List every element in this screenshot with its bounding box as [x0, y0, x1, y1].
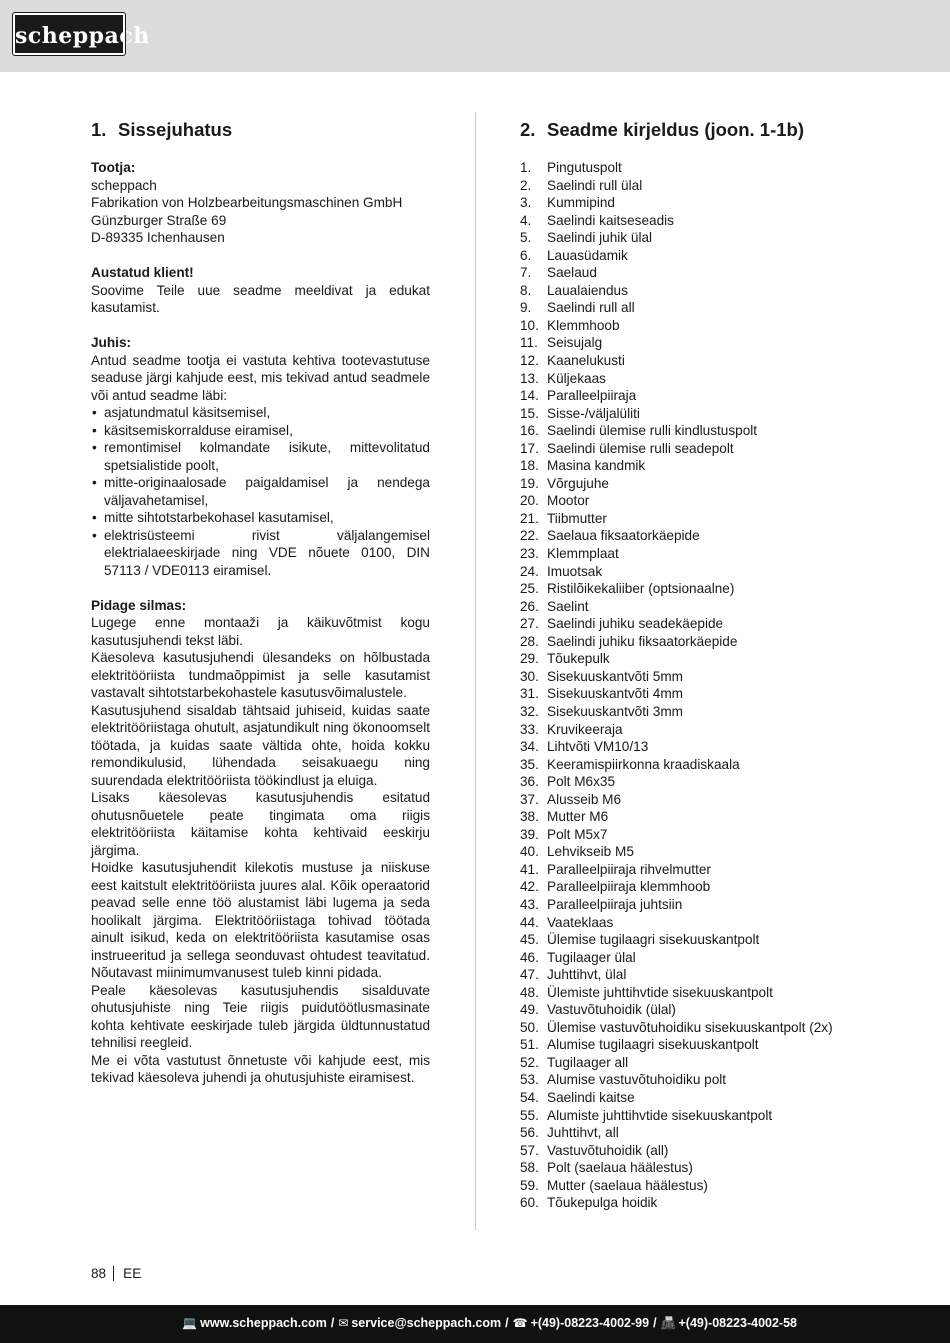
part-label: Saelindi rull ülal [547, 177, 643, 193]
parts-list-item [520, 1194, 880, 1212]
section-number: 2. [520, 119, 536, 140]
part-number: 42. [520, 879, 539, 895]
parts-list-item [520, 177, 880, 195]
part-label: Saelindi kaitse [547, 1089, 635, 1105]
list-item: • elektrisüsteemi rivist väljalangemisel elektrialaeeskirjade ning VDE nõuete 0100, DIN 57113 / VDE0113 eiramisel. [91, 527, 430, 580]
column-divider [475, 113, 476, 1230]
notice-text: Antud seadme tootja ei vastuta kehtiva tootevastutuse seaduse järgi kahjude eest, mis tekivad antud seadmele või antud seadme läbi: [91, 352, 430, 403]
part-label: Tõukepulga hoidik [547, 1195, 658, 1211]
parts-list-item [520, 334, 880, 352]
part-number: 7. [520, 265, 532, 281]
parts-list-item [520, 282, 880, 300]
part-label: Alumise vastuvõtuhoidiku polt [547, 1072, 727, 1088]
customer-label: Austatud klient! [91, 265, 194, 280]
parts-list-item [520, 212, 880, 230]
section-number: 1. [91, 119, 107, 140]
parts-list-item [520, 826, 880, 844]
part-number: 54. [520, 1089, 539, 1105]
customer-text: Soovime Teile uue seadme meeldivat ja edukat kasutamist. [91, 282, 430, 315]
parts-list-item [520, 721, 880, 739]
list-item: • mitte sihtotstarbekohasel kasutamisel, [91, 509, 430, 527]
section-introduction [91, 118, 430, 1104]
parts-list-item [520, 1036, 880, 1054]
parts-list-item [520, 387, 880, 405]
part-label: Juhttihvt, all [547, 1125, 619, 1141]
parts-list-item [520, 422, 880, 440]
fax-icon: 📠 [660, 1316, 676, 1330]
part-number: 40. [520, 844, 539, 860]
part-number: 1. [520, 160, 532, 175]
manufacturer-line: Günzburger Straße 69 [91, 212, 227, 228]
parts-list-item [520, 159, 880, 177]
observe-paragraph: Lugege enne montaaži ja käikuvõtmist kogu kasutusjuhendi tekst läbi. [91, 615, 430, 648]
part-number: 60. [520, 1195, 539, 1211]
part-label: Saelaud [547, 265, 597, 281]
parts-list-item [520, 633, 880, 651]
parts-list-item [520, 808, 880, 826]
observe-block [91, 597, 430, 1087]
part-number: 39. [520, 826, 539, 842]
fax-number: +(49)-08223-4002-58 [678, 1316, 797, 1330]
manufacturer-block [91, 159, 430, 247]
part-number: 23. [520, 546, 539, 562]
contact-line [182, 1316, 797, 1330]
part-number: 33. [520, 721, 539, 737]
parts-list-item [520, 1054, 880, 1072]
parts-list-item [520, 668, 880, 686]
part-number: 47. [520, 967, 539, 983]
part-number: 32. [520, 703, 539, 719]
part-label: Kummipind [547, 195, 615, 211]
part-number: 20. [520, 493, 539, 509]
part-label: Sisse-/väljalüliti [547, 405, 640, 421]
part-number: 24. [520, 563, 539, 579]
part-number: 36. [520, 774, 539, 790]
parts-list-item [520, 738, 880, 756]
part-number: 48. [520, 984, 539, 1000]
part-label: Saelindi juhiku fiksaatorkäepide [547, 633, 738, 649]
parts-list-item [520, 756, 880, 774]
page-footer [91, 1265, 141, 1282]
part-number: 22. [520, 528, 539, 544]
part-label: Ülemise vastuvõtuhoidiku sisekuuskantpolt (2x) [547, 1019, 833, 1035]
parts-list-item [520, 1177, 880, 1195]
part-number: 21. [520, 510, 539, 526]
part-number: 44. [520, 914, 539, 930]
part-label: Ülemise tugilaagri sisekuuskantpolt [547, 932, 760, 948]
parts-list-item [520, 949, 880, 967]
part-label: Saelint [547, 598, 589, 614]
part-label: Tugilaager all [547, 1054, 629, 1070]
part-label: Mootor [547, 493, 590, 509]
part-label: Kaanelukusti [547, 353, 625, 369]
part-number: 5. [520, 230, 532, 246]
parts-list-item [520, 931, 880, 949]
parts-list-item [520, 563, 880, 581]
list-item: • remontimisel kolmandate isikute, mittevolitatud spetsialistide poolt, [91, 439, 430, 474]
part-label: Klemmhoob [547, 317, 620, 333]
parts-list-item [520, 299, 880, 317]
part-label: Vastuvõtuhoidik (ülal) [547, 1002, 676, 1018]
part-label: Vaateklaas [547, 914, 614, 930]
part-label: Saelindi ülemise rulli kindlustuspolt [547, 423, 758, 439]
parts-list-item [520, 194, 880, 212]
part-number: 30. [520, 668, 539, 684]
part-label: Paralleelpiiraja rihvelmutter [547, 861, 711, 877]
part-label: Lehvikseib M5 [547, 844, 634, 860]
part-number: 4. [520, 212, 532, 228]
parts-list-item [520, 247, 880, 265]
parts-list-item [520, 527, 880, 545]
computer-icon: 💻 [182, 1316, 198, 1330]
part-label: Saelindi juhiku seadekäepide [547, 616, 724, 632]
part-label: Lauasüdamik [547, 247, 628, 263]
part-label: Pingutuspolt [547, 160, 622, 175]
part-label: Sisekuuskantvõti 5mm [547, 668, 683, 684]
part-number: 57. [520, 1142, 539, 1158]
section-title-text: Sissejuhatus [118, 119, 233, 140]
part-number: 43. [520, 896, 539, 912]
website-link[interactable]: www.scheppach.com [200, 1316, 327, 1330]
section-device-description [520, 118, 880, 1212]
part-label: Saelindi ülemise rulli seadepolt [547, 440, 734, 456]
parts-list-item [520, 703, 880, 721]
observe-paragraph: Hoidke kasutusjuhendit kilekotis mustuse ja niiskuse eest kaitstult elektritööriista juures alal. Kõik operaatorid peavad selle enne töö alustamist läbi lugema ja seda hoolikalt järgima. Elektritööriistaga tohivad töötada ainult isikud, keda on elektritööriista kasutamise osas instrueeritud ja sellega seonduvast ohtudest teavitatud. Nõutavast miinimumvanusest tuleb kinni pidada. [91, 860, 430, 980]
part-label: Laualaiendus [547, 282, 628, 298]
part-label: Polt M6x35 [547, 774, 616, 790]
part-label: Saelindi kaitseseadis [547, 212, 674, 228]
part-number: 16. [520, 423, 539, 439]
part-label: Juhttihvt, ülal [547, 967, 627, 983]
parts-list-item [520, 264, 880, 282]
notice-block [91, 334, 430, 579]
part-number: 28. [520, 633, 539, 649]
part-number: 18. [520, 458, 539, 474]
part-number: 58. [520, 1160, 539, 1176]
part-number: 59. [520, 1177, 539, 1193]
part-number: 31. [520, 686, 539, 702]
part-label: Saelindi rull all [547, 300, 635, 316]
part-label: Mutter (saelaua häälestus) [547, 1177, 708, 1193]
manufacturer-label: Tootja: [91, 160, 136, 175]
part-number: 2. [520, 177, 532, 193]
mail-icon: ✉ [338, 1316, 349, 1330]
part-label: Ülemiste juhttihvtide sisekuuskantpolt [547, 984, 773, 1000]
part-label: Võrgujuhe [547, 475, 609, 491]
part-number: 49. [520, 1002, 539, 1018]
parts-list-item [520, 843, 880, 861]
page-number: 88 [91, 1266, 107, 1281]
part-number: 41. [520, 861, 539, 877]
parts-list-item [520, 440, 880, 458]
part-label: Tugilaager ülal [547, 949, 636, 965]
part-number: 52. [520, 1054, 539, 1070]
parts-list-item [520, 510, 880, 528]
observe-paragraph: Kasutusjuhend sisaldab tähtsaid juhiseid, kuidas saate elektritööriistaga ohutult, asjatundikult ning ökonoomselt töötada, ja kuidas saate vältida ohte, hoida kokku remondikulusid, lühendada seisakuaegu ning suurendada elektritööriista töökindlust ja eluiga. [91, 702, 430, 788]
separator: / [653, 1316, 657, 1330]
customer-block [91, 264, 430, 317]
part-label: Seisujalg [547, 335, 603, 351]
part-label: Saelaua fiksaatorkäepide [547, 528, 700, 544]
parts-list-item [520, 773, 880, 791]
page-separator [113, 1266, 114, 1281]
part-label: Alumise tugilaagri sisekuuskantpolt [547, 1037, 759, 1053]
part-label: Klemmplaat [547, 546, 619, 562]
part-label: Paralleelpiiraja [547, 388, 637, 404]
part-number: 19. [520, 475, 539, 491]
part-number: 27. [520, 616, 539, 632]
notice-list [91, 404, 430, 579]
parts-list-item [520, 914, 880, 932]
part-label: Keeramispiirkonna kraadiskaala [547, 756, 740, 772]
parts-list-item [520, 1159, 880, 1177]
parts-list-item [520, 878, 880, 896]
part-number: 51. [520, 1037, 539, 1053]
email-link[interactable]: service@scheppach.com [351, 1316, 502, 1330]
part-number: 56. [520, 1125, 539, 1141]
parts-list-item [520, 370, 880, 388]
parts-list-item [520, 229, 880, 247]
parts-list-item [520, 317, 880, 335]
part-number: 12. [520, 353, 539, 369]
parts-list-item [520, 492, 880, 510]
parts-list-item [520, 580, 880, 598]
header-band [0, 0, 950, 72]
parts-list-item [520, 650, 880, 668]
parts-list [520, 159, 880, 1212]
parts-list-item [520, 896, 880, 914]
parts-list-item [520, 966, 880, 984]
section-title-description [520, 118, 880, 142]
notice-label: Juhis: [91, 335, 132, 350]
part-number: 34. [520, 739, 539, 755]
part-label: Polt M5x7 [547, 826, 608, 842]
parts-list-item [520, 598, 880, 616]
list-item: • käsitsemiskorralduse eiramisel, [91, 422, 430, 440]
parts-list-item [520, 791, 880, 809]
part-label: Tõukepulk [547, 651, 610, 667]
part-number: 17. [520, 440, 539, 456]
separator: / [330, 1316, 335, 1330]
part-number: 38. [520, 809, 539, 825]
parts-list-item [520, 545, 880, 563]
observe-paragraph: Me ei võta vastutust õnnetuste või kahjude eest, mis tekivad käesoleva juhendi ja ohutusjuhiste eiramisest. [91, 1052, 430, 1085]
observe-paragraph: Käesoleva kasutusjuhendi ülesandeks on hõlbustada elektritööriista tundmaõppimist ja selle kasutamist vastavalt sihtotstarbekohastele kasutusvõimalustele. [91, 650, 430, 700]
part-number: 46. [520, 949, 539, 965]
part-label: Alusseib M6 [547, 791, 622, 807]
parts-list-item [520, 475, 880, 493]
parts-list-item [520, 405, 880, 423]
parts-list-item [520, 1071, 880, 1089]
list-item: • asjatundmatul käsitsemisel, [91, 404, 430, 422]
part-number: 53. [520, 1072, 539, 1088]
parts-list-item [520, 615, 880, 633]
part-label: Alumiste juhttihvtide sisekuuskantpolt [547, 1107, 773, 1123]
observe-paragraph: Peale käesolevas kasutusjuhendis sisalduvate ohutusjuhiste ning Teie riigis puidutöötlusmasinate kohta kehtivate eeskirjade tuleb järgida üldtunnustatud tehnilisi reegleid. [91, 982, 430, 1050]
part-label: Kruvikeeraja [547, 721, 623, 737]
part-number: 37. [520, 791, 539, 807]
part-number: 15. [520, 405, 539, 421]
section-title-introduction [91, 118, 430, 142]
part-label: Polt (saelaua häälestus) [547, 1160, 693, 1176]
part-number: 13. [520, 370, 539, 386]
part-number: 35. [520, 756, 539, 772]
part-label: Imuotsak [547, 563, 603, 579]
parts-list-item [520, 1001, 880, 1019]
part-label: Paralleelpiiraja klemmhoob [547, 879, 711, 895]
part-label: Sisekuuskantvõti 4mm [547, 686, 683, 702]
part-label: Paralleelpiiraja juhtsiin [547, 896, 683, 912]
parts-list-item [520, 1019, 880, 1037]
part-label: Sisekuuskantvõti 3mm [547, 703, 683, 719]
parts-list-item [520, 1142, 880, 1160]
part-label: Küljekaas [547, 370, 606, 386]
parts-list-item [520, 685, 880, 703]
part-number: 55. [520, 1107, 539, 1123]
part-number: 3. [520, 195, 532, 211]
part-label: Masina kandmik [547, 458, 646, 474]
part-number: 9. [520, 300, 532, 316]
part-number: 45. [520, 932, 539, 948]
language-code: EE [123, 1266, 142, 1281]
part-number: 50. [520, 1019, 539, 1035]
manufacturer-line: D-89335 Ichenhausen [91, 230, 225, 245]
part-label: Lihtvõti VM10/13 [547, 739, 649, 755]
manufacturer-line: scheppach [91, 177, 157, 193]
part-number: 10. [520, 317, 539, 333]
part-number: 29. [520, 651, 539, 667]
parts-list-item [520, 457, 880, 475]
parts-list-item [520, 352, 880, 370]
part-number: 14. [520, 388, 539, 404]
scheppach-logo: scheppach [13, 13, 125, 55]
part-label: Saelindi juhik ülal [547, 230, 653, 246]
parts-list-item [520, 1124, 880, 1142]
observe-label: Pidage silmas: [91, 597, 187, 613]
manufacturer-line: Fabrikation von Holzbearbeitungsmaschinen GmbH [91, 195, 403, 210]
parts-list-item [520, 984, 880, 1002]
part-number: 26. [520, 598, 539, 614]
part-number: 6. [520, 247, 532, 263]
observe-paragraph: Lisaks käesolevas kasutusjuhendis esitatud ohutusnõuetele peate tingimata oma riigis elektritööriista käitamise kohta kehtivaid eeskirju järgima. [91, 790, 430, 858]
part-number: 25. [520, 581, 539, 597]
part-label: Mutter M6 [547, 809, 609, 825]
part-label: Tiibmutter [547, 510, 607, 526]
parts-list-item [520, 1089, 880, 1107]
part-label: Ristilõikekaliiber (optsionaalne) [547, 581, 735, 597]
section-title-text: Seadme kirjeldus (joon. 1-1b) [547, 119, 805, 140]
phone-number: +(49)-08223-4002-99 [530, 1316, 650, 1330]
list-item: • mitte-originaalosade paigaldamisel ja nendega väljavahetamisel, [91, 474, 430, 509]
contact-bar [0, 1305, 950, 1343]
phone-icon: ☎ [512, 1316, 528, 1330]
part-label: Vastuvõtuhoidik (all) [547, 1142, 669, 1158]
separator: / [505, 1316, 509, 1330]
part-number: 8. [520, 282, 532, 298]
parts-list-item [520, 1107, 880, 1125]
parts-list-item [520, 861, 880, 879]
part-number: 11. [520, 335, 538, 351]
